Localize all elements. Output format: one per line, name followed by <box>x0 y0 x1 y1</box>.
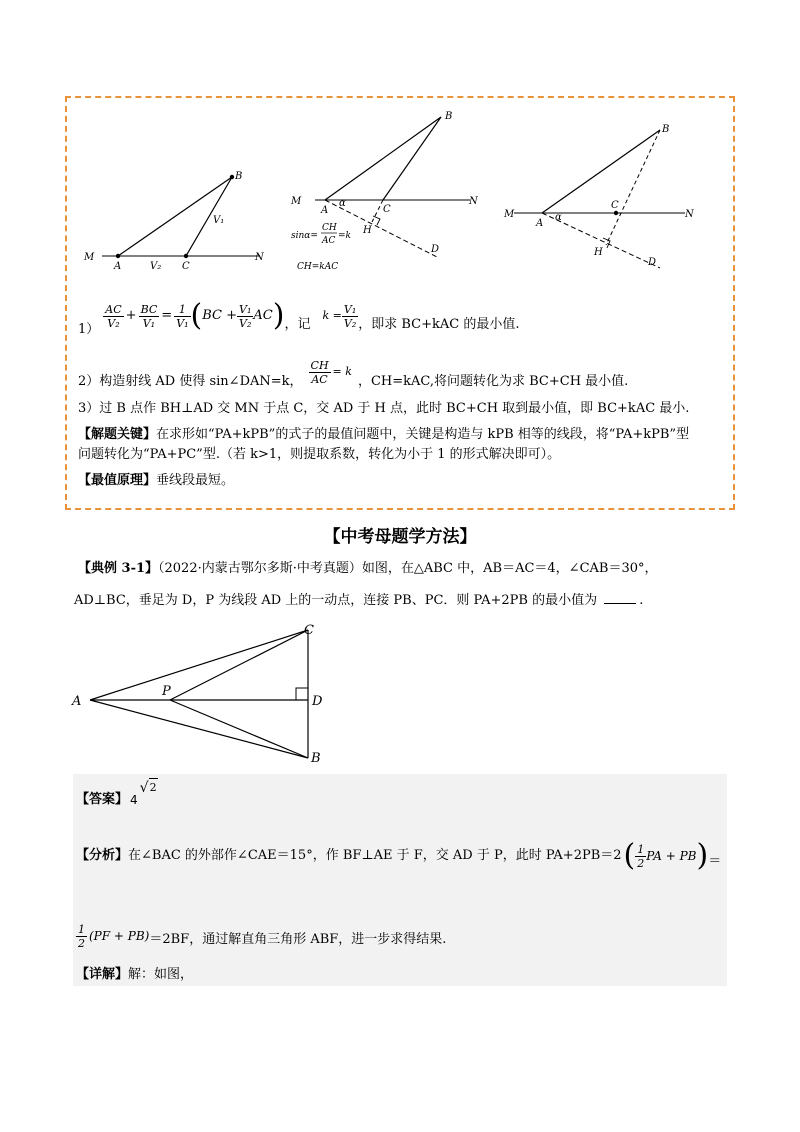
k-eq: k = <box>322 309 342 322</box>
fig1-label-m: M <box>84 252 95 263</box>
paren-a: BC + <box>202 308 238 323</box>
fig2-label-a: A <box>321 205 329 216</box>
fig3-label-m: M <box>504 209 515 220</box>
line2-b: = k <box>332 365 352 378</box>
line1-prefix: 1） <box>78 322 100 337</box>
fig2-label-alpha: α <box>339 198 346 209</box>
fig3-label-n: N <box>685 209 694 220</box>
line2-a: 2）构造射线 AD 使得 sin∠DAN=k， <box>78 374 303 389</box>
fig3-label-alpha: α <box>555 212 562 223</box>
frac-one-den: V₁ <box>176 316 189 330</box>
answer-blank <box>604 603 636 604</box>
fig2-label-h: H <box>363 225 372 236</box>
figure-4 <box>68 618 338 768</box>
analysis-inner: PA + PB <box>646 849 697 863</box>
section-title: 【中考母题学方法】 <box>323 527 477 547</box>
frac-ac-den: V₂ <box>107 316 120 330</box>
answer-label: 【答案】 <box>76 792 129 807</box>
detail-label: 【详解】 <box>76 967 129 982</box>
analysis2-frac-den: 2 <box>78 936 85 950</box>
figure-3 <box>500 120 700 275</box>
frac-ac-num: AC <box>105 302 122 316</box>
fig4-label-d: D <box>312 694 323 709</box>
example-label: 【典例 3-1】 <box>78 561 159 576</box>
analysis-frac-num: 1 <box>637 842 645 856</box>
frac-bc-den: V₁ <box>142 316 156 330</box>
analysis-eq: ＝ <box>708 854 722 869</box>
fig1-label-v1: V₁ <box>213 215 225 226</box>
line2-frac-den: AC <box>311 372 328 386</box>
analysis-label: 【分析】 <box>76 848 129 863</box>
plus-sign: + <box>125 308 137 323</box>
frac-v-num: V₁ <box>239 302 252 316</box>
analysis-text: 在∠BAC 的外部作∠CAE＝15°，作 BF⊥AE 于 F，交 AD 于 P，此时 PA+2PB＝2 <box>128 848 622 863</box>
fig1-label-a: A <box>114 261 122 272</box>
analysis-frac-den: 2 <box>637 856 645 870</box>
principle-label: 【最值原理】 <box>78 473 157 488</box>
fig3-label-h: H <box>594 247 603 258</box>
line3: 3）过 B 点作 BH⊥AD 交 MN 于点 C，交 AD 于 H 点，此时 BC+CH 取到最小值，即 BC+kAC 最小. <box>78 401 690 416</box>
eq-sign: = <box>161 308 173 323</box>
answer-coef: 4 <box>130 793 138 807</box>
fig2-ch-label: CH=kAC <box>297 262 339 272</box>
principle-text: 垂线段最短。 <box>156 473 235 488</box>
fig4-label-c: C <box>304 623 314 638</box>
line2-frac-num: CH <box>310 358 329 372</box>
fig2-label-b: B <box>445 111 453 122</box>
fig2-label-c: C <box>383 204 391 215</box>
figure-1 <box>80 165 280 275</box>
fig2-sin-right: =k <box>338 231 351 241</box>
fig3-label-c: C <box>611 200 619 211</box>
answer-root: 2 <box>149 778 158 797</box>
fig1-label-c: C <box>182 261 190 272</box>
analysis2-frac-num: 1 <box>78 922 85 936</box>
fig2-sin-num: CH <box>322 223 337 233</box>
fig3-label-d: D <box>648 257 657 268</box>
fig4-label-p: P <box>162 684 171 699</box>
analysis2-inner: (PF + PB) <box>89 929 150 943</box>
example-line1: （2022·内蒙古鄂尔多斯·中考真题）如图，在△ABC 中，AB＝AC＝4，∠CAB＝30°， <box>158 561 658 576</box>
fig2-sin-left: sinα= <box>291 231 318 241</box>
fig1-label-v2: V₂ <box>150 261 162 272</box>
frac-v-den: V₂ <box>239 316 252 330</box>
figure-2 <box>285 105 485 275</box>
key-text1: 在求形如“PA+kPB”的式子的最值问题中，关键是构造与 kPB 相等的线段，将“PA+kPB”型 <box>156 427 690 442</box>
frac-one-num: 1 <box>174 303 190 317</box>
key-text2: 问题转化为“PA+PC”型.（若 k>1，则提取系数，转化为小于 1 的形式解决即可）。 <box>78 447 561 462</box>
frac-k-den: V₂ <box>343 316 357 330</box>
example-line2: AD⊥BC，垂足为 D，P 为线段 AD 上的一动点，连接 PB、PC．则 PA+2PB 的最小值为 <box>74 593 598 608</box>
line2-c: ，CH=kAC,将问题转化为求 BC+CH 最小值. <box>357 374 629 389</box>
key-label: 【解题关键】 <box>78 427 157 442</box>
answer-root-sign: √ <box>139 780 149 796</box>
frac-k-num: V₁ <box>343 302 357 316</box>
fig4-label-a: A <box>72 694 82 709</box>
fig2-label-d: D <box>431 244 440 255</box>
fig2-label-m: M <box>291 196 302 207</box>
fig1-label-b: B <box>235 171 243 182</box>
paren-b: AC <box>253 308 273 323</box>
fig3-label-a: A <box>536 218 544 229</box>
fig4-label-b: B <box>311 751 321 766</box>
fig1-label-n: N <box>255 252 264 263</box>
detail-text: 解：如图， <box>128 967 194 982</box>
line1-mid: ，记 <box>284 317 311 332</box>
fig2-sin-den: AC <box>322 236 336 246</box>
line1-suffix: ，即求 BC+kAC 的最小值. <box>358 317 520 332</box>
analysis2-text: ＝2BF，通过解直角三角形 ABF，进一步求得结果. <box>149 932 447 947</box>
fig2-label-n: N <box>469 196 478 207</box>
frac-bc-num: BC <box>140 302 158 316</box>
fig3-label-b: B <box>662 124 670 135</box>
example-line2-end: . <box>639 593 644 608</box>
